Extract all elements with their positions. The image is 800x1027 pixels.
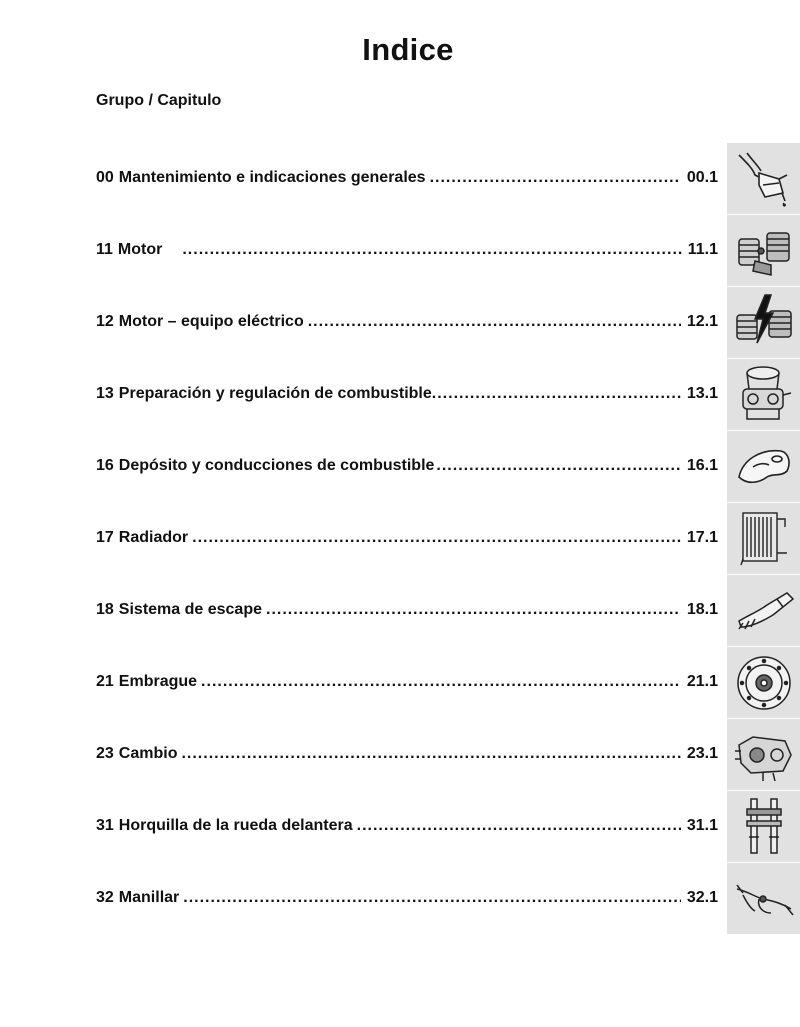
throttle-body-icon [733, 365, 795, 425]
chapter-tab-00[interactable] [727, 143, 800, 214]
toc-label[interactable]: Mantenimiento e indicaciones generales [118, 169, 426, 186]
chapter-tab-23[interactable] [727, 719, 800, 790]
toc-number: 17 [96, 529, 114, 546]
toc-page[interactable]: 16.1 [686, 457, 718, 474]
toc-page[interactable]: 11.1 [687, 241, 718, 258]
toc-row-00[interactable] [0, 143, 800, 215]
engine-icon [733, 221, 795, 281]
radiator-icon [733, 509, 795, 569]
toc-row-16[interactable] [0, 431, 800, 503]
toc-label[interactable]: Manillar [118, 889, 180, 906]
toc-leader-dots [181, 745, 680, 763]
toc-number: 18 [96, 601, 114, 618]
gearbox-icon [733, 725, 795, 785]
toc-leader-dots [308, 313, 681, 331]
toc-row-18[interactable] [0, 575, 800, 647]
chapter-tab-13[interactable] [727, 359, 800, 430]
toc-number: 32 [96, 889, 114, 906]
toc-leader-dots [430, 169, 681, 187]
chapter-tab-18[interactable] [727, 575, 800, 646]
chapter-tab-12[interactable] [727, 287, 800, 358]
toc-row-31[interactable] [0, 791, 800, 863]
toc-label[interactable]: Radiador [118, 529, 189, 546]
fuel-tank-icon [733, 437, 795, 497]
toc-page[interactable]: 17.1 [686, 529, 718, 546]
toc-row-32[interactable] [0, 863, 800, 935]
toc-number: 11 [96, 241, 113, 258]
engine-electric-icon [733, 293, 795, 353]
toc-number: 16 [96, 457, 114, 474]
toc-leader-dots [182, 241, 681, 259]
oil-can-icon [733, 149, 795, 209]
chapter-tab-17[interactable] [727, 503, 800, 574]
exhaust-icon [733, 581, 795, 641]
toc-row-17[interactable] [0, 503, 800, 575]
clutch-disc-icon [733, 653, 795, 713]
toc-row-13[interactable] [0, 359, 800, 431]
chapter-tab-32[interactable] [727, 863, 800, 934]
toc-leader-dots [201, 673, 681, 691]
chapter-tab-21[interactable] [727, 647, 800, 718]
toc-row-23[interactable] [0, 719, 800, 791]
toc-page[interactable]: 31.1 [686, 817, 718, 834]
toc-label[interactable]: Cambio [118, 745, 178, 762]
toc-page[interactable]: 13.1 [686, 385, 718, 402]
toc-page[interactable]: 23.1 [686, 745, 718, 762]
toc-number: 21 [96, 673, 114, 690]
toc-number: 23 [96, 745, 114, 762]
toc-label[interactable]: Horquilla de la rueda delantera [118, 817, 353, 834]
toc-leader-dots [266, 601, 681, 619]
toc-leader-dots [183, 889, 681, 907]
toc-number: 31 [96, 817, 114, 834]
toc-leader-dots [432, 385, 681, 403]
chapter-tab-16[interactable] [727, 431, 800, 502]
front-fork-icon [733, 797, 795, 857]
toc-label[interactable]: Sistema de escape [118, 601, 262, 618]
toc-leader-dots [357, 817, 681, 835]
toc-number: 13 [96, 385, 114, 402]
toc-page[interactable]: 00.1 [686, 169, 718, 186]
page-title: Indice [362, 32, 454, 67]
toc-label[interactable]: Depósito y conducciones de combustible [118, 457, 435, 474]
toc-label[interactable]: Motor – equipo eléctrico [118, 313, 304, 330]
page-subtitle: Grupo / Capitulo [96, 92, 222, 109]
toc-page[interactable]: 32.1 [686, 889, 718, 906]
toc-row-11[interactable] [0, 215, 800, 287]
toc-page[interactable]: 18.1 [686, 601, 718, 618]
toc-row-12[interactable] [0, 287, 800, 359]
handlebar-icon [733, 869, 795, 929]
toc-page[interactable]: 21.1 [686, 673, 718, 690]
toc-label[interactable]: Preparación y regulación de combustible [118, 385, 432, 402]
toc-leader-dots [436, 457, 680, 475]
toc-leader-dots [192, 529, 681, 547]
toc-number: 12 [96, 313, 114, 330]
toc-page[interactable]: 12.1 [686, 313, 718, 330]
toc-row-21[interactable] [0, 647, 800, 719]
toc-label[interactable]: Embrague [118, 673, 198, 690]
toc-number: 00 [96, 169, 114, 186]
toc-label[interactable]: Motor [117, 241, 163, 258]
chapter-tab-31[interactable] [727, 791, 800, 862]
chapter-tab-11[interactable] [727, 215, 800, 286]
